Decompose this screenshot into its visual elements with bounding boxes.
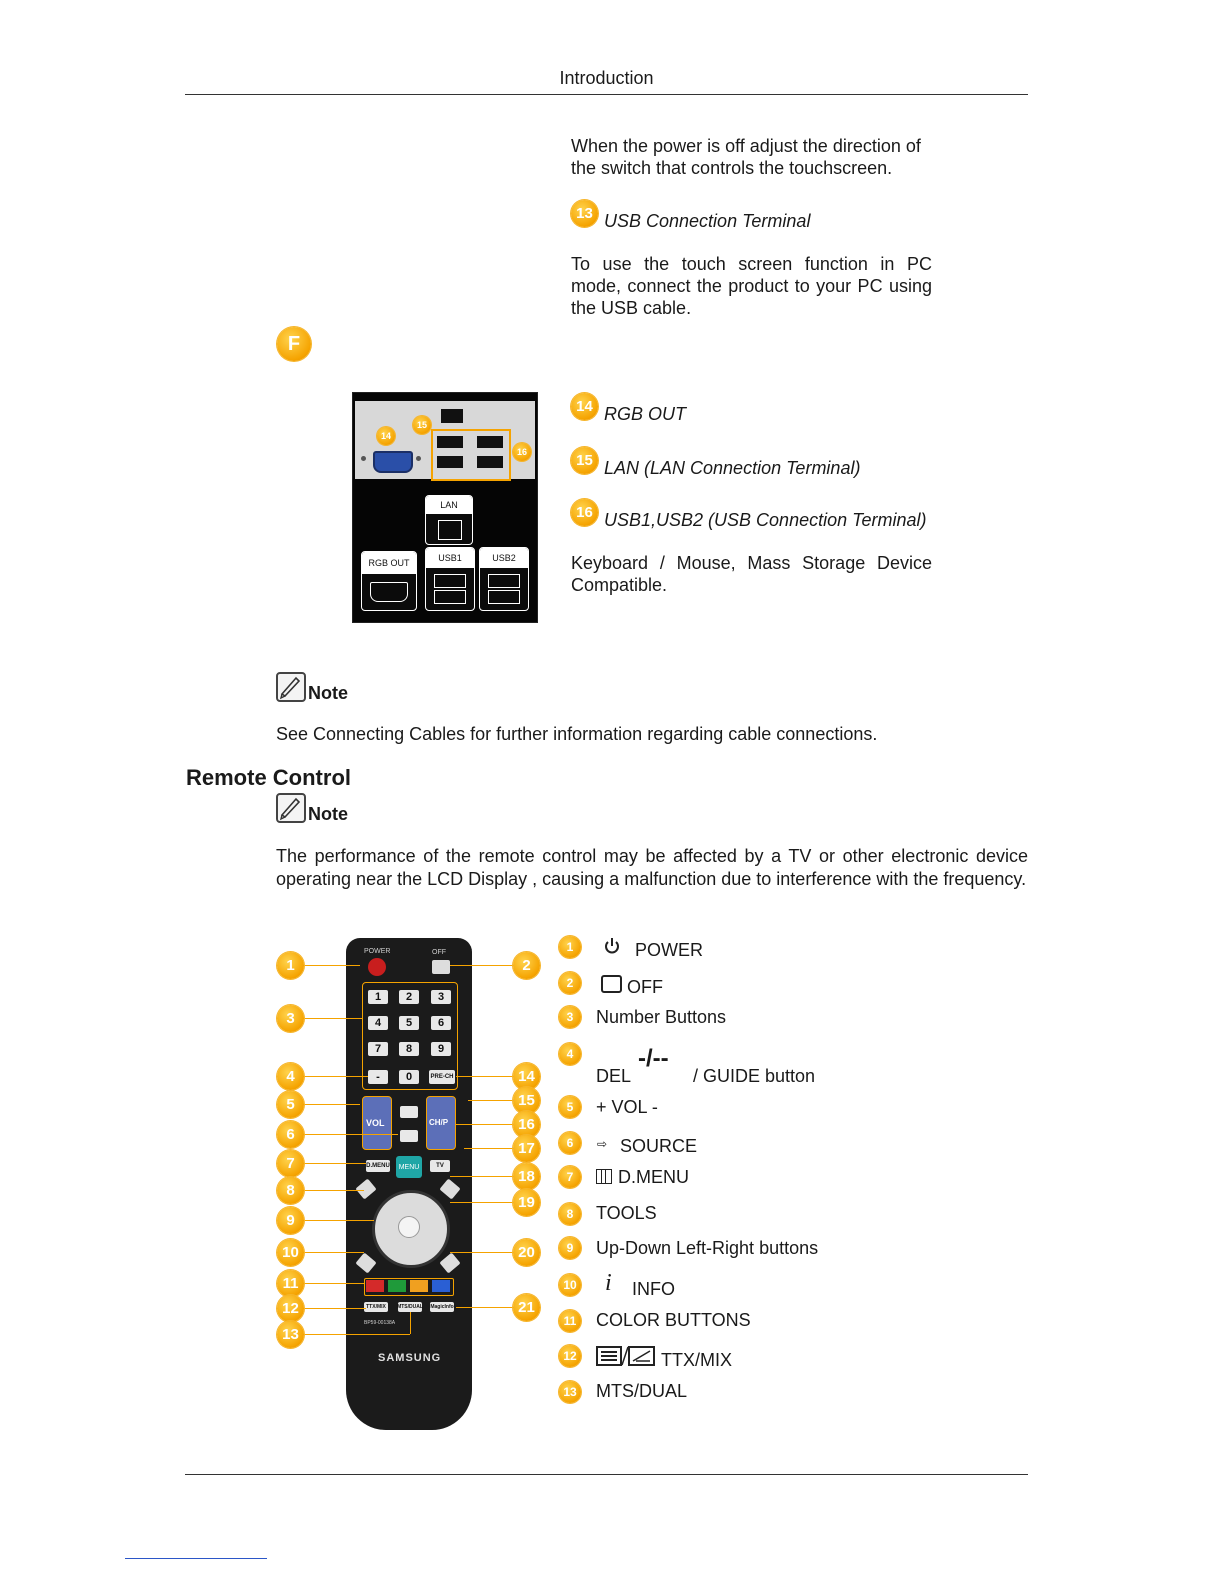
off-square-icon — [601, 975, 622, 993]
header-rule — [185, 94, 1028, 95]
remote-source-button — [400, 1130, 418, 1142]
vga-port — [373, 451, 413, 473]
rgb-out-port-box — [361, 551, 417, 611]
section-f-badge: F — [277, 327, 311, 361]
usb1-socket-a — [434, 574, 466, 588]
remote-magicinfo-button: MagicInfo — [430, 1304, 454, 1310]
callout-line-6 — [290, 1134, 398, 1135]
remote-info-button — [355, 1252, 376, 1273]
callout-line-13 — [290, 1334, 410, 1335]
remote-dmenu-button: D.MENU — [366, 1160, 390, 1172]
item-badge-3: 3 — [559, 1006, 581, 1028]
item-label-tools: TOOLS — [596, 1203, 657, 1223]
remote-brand-logo: SAMSUNG — [378, 1352, 442, 1364]
keyboard-mouse-paragraph: Keyboard / Mouse, Mass Storage Device Compatible. — [571, 553, 932, 595]
remote-badge-15: 15 — [513, 1087, 540, 1114]
remote-badge-21: 21 — [513, 1294, 540, 1321]
remote-mts-button: MTS/DUAL — [397, 1304, 423, 1310]
usb1-port-box — [425, 547, 475, 611]
remote-return-button — [439, 1178, 460, 1199]
panel-top-plate — [355, 401, 535, 479]
remote-badge-13: 13 — [277, 1321, 304, 1348]
note-label: Note — [308, 683, 348, 703]
remote-badge-12: 12 — [277, 1295, 304, 1322]
panel-badge-16: 16 — [513, 443, 531, 461]
item-label-vol: + VOL - — [596, 1097, 658, 1117]
info-icon: i — [605, 1270, 612, 1296]
item-badge-10: 10 — [559, 1274, 581, 1296]
badge-14: 14 — [571, 393, 598, 420]
usb2-socket-b — [488, 590, 520, 604]
item-label-dmenu: D.MENU — [618, 1167, 689, 1187]
footer-rule — [185, 1474, 1028, 1475]
item-badge-12: 12 — [559, 1345, 581, 1367]
remote-vol-label: VOL — [366, 1118, 385, 1128]
item-label-power: POWER — [635, 940, 704, 960]
note-icon-2 — [276, 793, 306, 823]
usb12-desc: USB1,USB2 (USB Connection Terminal) — [604, 510, 927, 530]
key-6: 6 — [431, 1016, 451, 1030]
panel-badge-15: 15 — [413, 416, 431, 434]
item-label-color-buttons: COLOR BUTTONS — [596, 1310, 751, 1330]
remote-badge-18: 18 — [513, 1163, 540, 1190]
remote-power-label: POWER — [364, 948, 391, 955]
touch-usb-paragraph: To use the touch screen function in PC mode, connect the product to your PC using the USB cable. — [571, 254, 932, 318]
remote-badge-7: 7 — [277, 1150, 304, 1177]
remote-note-text: The performance of the remote control may be affected by a TV or other electronic device operating near the LCD Display , causing a malfunction due to interference with the frequency. — [276, 846, 1028, 889]
remote-off-label: OFF — [432, 949, 446, 956]
remote-badge-10: 10 — [277, 1239, 304, 1266]
badge-15: 15 — [571, 447, 598, 474]
key-3: 3 — [431, 990, 451, 1004]
remote-exit-button — [439, 1252, 460, 1273]
rgb-out-socket — [370, 582, 408, 602]
remote-badge-14: 14 — [513, 1063, 540, 1090]
remote-yellow-button — [410, 1280, 428, 1292]
panel-badge-14: 14 — [377, 427, 395, 445]
remote-ttx-button: TTX/MIX — [364, 1302, 388, 1312]
item-badge-4: 4 — [559, 1043, 581, 1065]
lan-socket — [438, 520, 462, 540]
item-badge-1: 1 — [559, 936, 581, 958]
remote-mute-button — [400, 1106, 418, 1118]
remote-model-number: BP59-00138A — [364, 1320, 396, 1326]
note-text: See Connecting Cables for further information regarding cable connections. — [276, 724, 878, 744]
remote-menu-button: MENU — [396, 1156, 422, 1178]
item-badge-8: 8 — [559, 1203, 581, 1225]
usb2-label: USB2 — [480, 548, 528, 568]
key-dash: - — [368, 1070, 388, 1084]
remote-badge-3: 3 — [277, 1005, 304, 1032]
remote-power-button — [368, 958, 386, 976]
callout-vline-13 — [410, 1312, 411, 1334]
item-label-updown: Up-Down Left-Right buttons — [596, 1238, 819, 1258]
note-icon — [276, 672, 306, 702]
item-label-info: INFO — [632, 1279, 675, 1299]
rgb-out-label: RGB OUT — [362, 552, 416, 574]
remote-badge-9: 9 — [277, 1207, 304, 1234]
rgb-out-desc: RGB OUT — [604, 404, 687, 424]
usb1-socket-b — [434, 590, 466, 604]
key-prech: PRE-CH — [429, 1070, 455, 1084]
item-label-guide: / GUIDE button — [693, 1066, 816, 1086]
remote-dpad-center — [398, 1216, 420, 1238]
item-badge-6: 6 — [559, 1132, 581, 1154]
key-4: 4 — [368, 1016, 388, 1030]
remote-green-button — [388, 1280, 406, 1292]
lan-port-top — [441, 409, 463, 423]
remote-badge-17: 17 — [513, 1135, 540, 1162]
item-label-ttxmix: TTX/MIX — [661, 1350, 732, 1370]
item-label-number-buttons: Number Buttons — [596, 1007, 727, 1027]
lan-port-box — [425, 495, 473, 545]
item-label-source: SOURCE — [620, 1136, 698, 1156]
remote-control-image — [346, 938, 472, 1430]
item-badge-5: 5 — [559, 1096, 581, 1118]
ttx-icon — [596, 1346, 656, 1366]
remote-badge-6: 6 — [277, 1121, 304, 1148]
item-badge-11: 11 — [559, 1310, 581, 1332]
usb-connection-terminal-label: USB Connection Terminal — [604, 211, 811, 231]
usb-port-1 — [437, 436, 463, 448]
power-switch-paragraph: When the power is off adjust the direction of the switch that controls the touchscreen. — [571, 136, 921, 178]
remote-badge-11: 11 — [277, 1270, 304, 1297]
remote-ch-label: CH/P — [429, 1118, 449, 1127]
key-8: 8 — [399, 1042, 419, 1056]
badge-16: 16 — [571, 499, 598, 526]
back-panel-image — [352, 392, 538, 623]
item-badge-13: 13 — [559, 1381, 581, 1403]
remote-badge-20: 20 — [513, 1239, 540, 1266]
remote-badge-1: 1 — [277, 952, 304, 979]
remote-badge-16: 16 — [513, 1111, 540, 1138]
del-symbol: -/-- — [638, 1045, 669, 1072]
remote-badge-5: 5 — [277, 1091, 304, 1118]
footer-link-rule — [125, 1558, 267, 1559]
remote-badge-4: 4 — [277, 1063, 304, 1090]
usb2-port-box — [479, 547, 529, 611]
badge-13: 13 — [571, 200, 598, 227]
key-9: 9 — [431, 1042, 451, 1056]
usb1-label: USB1 — [426, 548, 474, 568]
key-7: 7 — [368, 1042, 388, 1056]
usb-port-3 — [437, 456, 463, 468]
usb-port-4 — [477, 456, 503, 468]
key-5: 5 — [399, 1016, 419, 1030]
item-label-del: DEL — [596, 1066, 632, 1086]
usb2-socket-a — [488, 574, 520, 588]
item-badge-7: 7 — [559, 1166, 581, 1188]
dmenu-icon — [596, 1169, 612, 1184]
item-label-off: OFF — [627, 977, 663, 997]
key-2: 2 — [399, 990, 419, 1004]
key-1: 1 — [368, 990, 388, 1004]
vga-screw-left — [361, 456, 366, 461]
item-label-mtsdual: MTS/DUAL — [596, 1381, 688, 1401]
remote-badge-19: 19 — [513, 1189, 540, 1216]
section-title-remote-control: Remote Control — [186, 765, 351, 790]
usb-port-2 — [477, 436, 503, 448]
item-badge-2: 2 — [559, 972, 581, 994]
vga-screw-right — [416, 456, 421, 461]
lan-label: LAN — [426, 496, 472, 514]
page-header: Introduction — [559, 68, 654, 88]
remote-off-button — [432, 960, 450, 974]
remote-badge-8: 8 — [277, 1177, 304, 1204]
note-label-2: Note — [308, 804, 348, 824]
remote-blue-button — [432, 1280, 450, 1292]
key-0: 0 — [399, 1070, 419, 1084]
source-icon: ⇨ — [597, 1137, 608, 1151]
remote-tv-button: TV — [430, 1160, 450, 1172]
lan-desc: LAN (LAN Connection Terminal) — [604, 458, 861, 478]
remote-badge-2: 2 — [513, 952, 540, 979]
power-icon — [602, 936, 622, 956]
remote-tools-button — [355, 1178, 376, 1199]
item-badge-9: 9 — [559, 1237, 581, 1259]
remote-red-button — [366, 1280, 384, 1292]
